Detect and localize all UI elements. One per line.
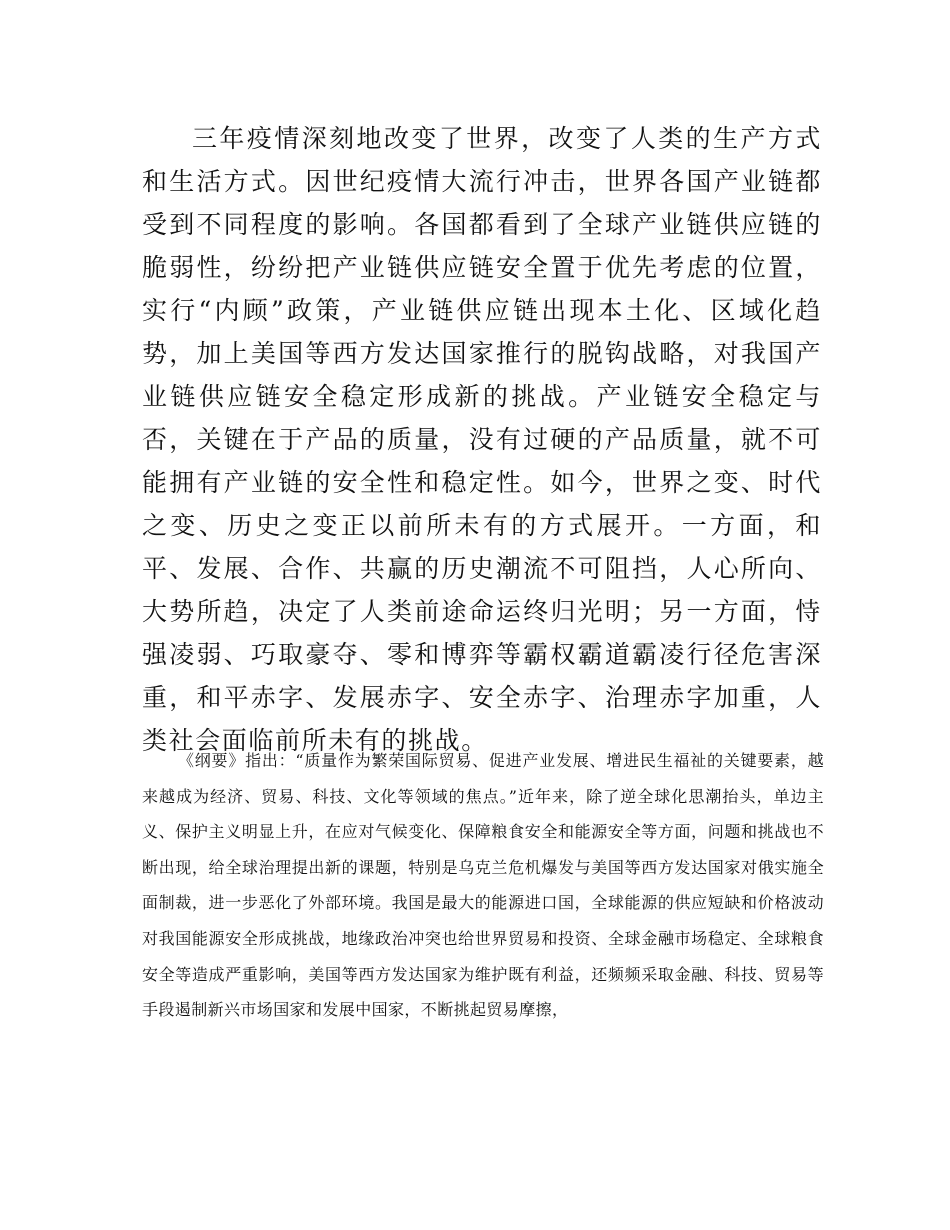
body-paragraph-pandemic-impact: 三年疫情深刻地改变了世界，改变了人类的生产方式和生活方式。因世纪疫情大流行冲击，世界各国产业链都受到不同程度的影响。各国都看到了全球产业链供应链的脆弱性，纷纷把产业链供应链安全置于优先考虑的位置，实行“内顾”政策，产业链供应链出现本土化、区域化趋势，加上美国等西方发达国家推行的脱钩战略，对我国产业链供应链安全稳定形成新的挑战。产业链安全稳定与否，关键在于产品的质量，没有过硬的产品质量，就不可能拥有产业链的安全性和稳定性。如今，世界之变、时代之变、历史之变正以前所未有的方式展开。一方面，和平、发展、合作、共赢的历史潮流不可阻挡，人心所向、大势所趋，决定了人类前途命运终归光明；另一方面，恃强凌弱、巧取豪夺、零和博弈等霸权霸道霸凌行径危害深重，和平赤字、发展赤字、安全赤字、治理赤字加重，人类社会面临前所未有的挑战。 xyxy=(142,124,822,755)
body-paragraph-outline-quote: 《纲要》指出：“质量作为繁荣国际贸易、促进产业发展、增进民生福祉的关键要素，越来越成为经济、贸易、科技、文化等领域的焦点。”近年来，除了逆全球化思潮抬头，单边主义、保护主义明显上升，在应对气候变化、保障粮食安全和能源安全等方面，问题和挑战也不断出现，给全球治理提出新的课题，特别是乌克兰危机爆发与美国等西方发达国家对俄实施全面制裁，进一步恶化了外部环境。我国是最大的能源进口国，全球能源的供应短缺和价格波动对我国能源安全形成挑战，地缘政治冲突也给世界贸易和投资、全球金融市场稳定、全球粮食安全等造成严重影响，美国等西方发达国家为维护既有利益，还频频采取金融、科技、贸易等手段遏制新兴市场国家和发展中国家，不断挑起贸易摩擦， xyxy=(142,751,824,1020)
